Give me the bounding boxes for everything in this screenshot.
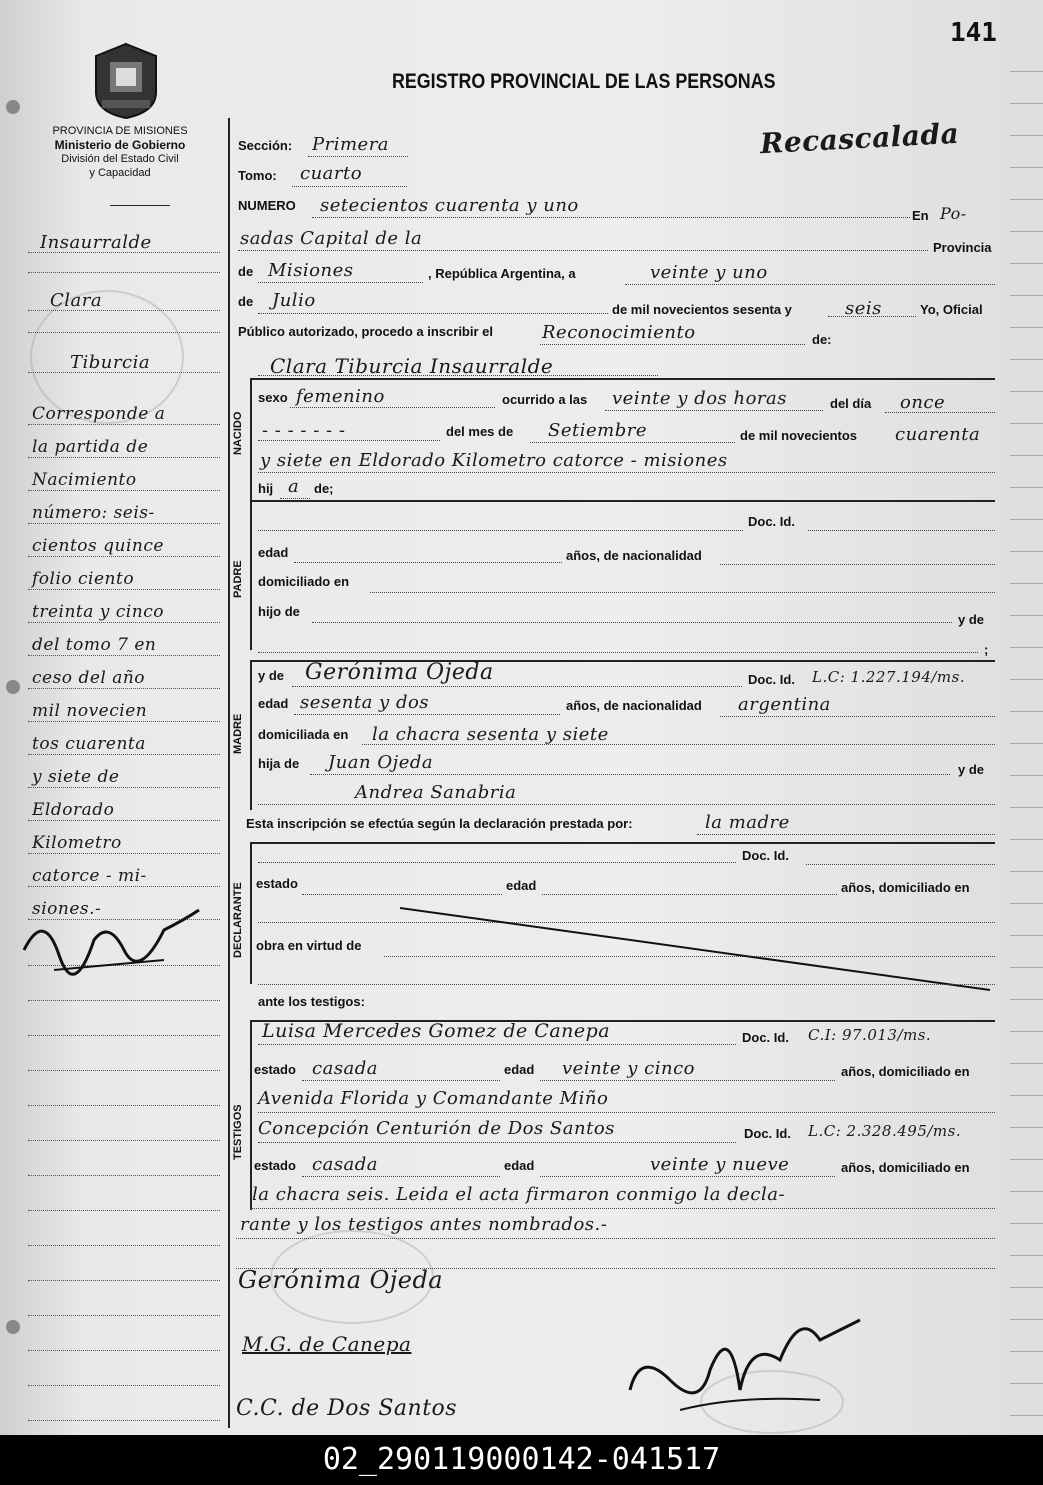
- province-name: PROVINCIA DE MISIONES: [52, 125, 188, 137]
- de-label: de: [238, 264, 254, 279]
- division-capacity: y Capacidad: [89, 167, 151, 179]
- nacido-section-label: NACIDO: [232, 411, 244, 455]
- de3-label: de:: [812, 332, 832, 347]
- margin-line: [28, 272, 220, 273]
- margin-note-line: siones.-: [32, 899, 102, 919]
- month-value: Julio: [272, 290, 316, 311]
- declaracion-value: la madre: [705, 812, 790, 833]
- ocurrido-label: ocurrido a las: [502, 392, 588, 407]
- en-value: Po-: [940, 204, 967, 223]
- mil-novecientos-label: de mil novecientos: [740, 428, 858, 443]
- madre-madre-value: Andrea Sanabria: [355, 782, 517, 803]
- padre-semicolon: ;: [984, 642, 989, 657]
- sexo-value: femenino: [296, 386, 385, 407]
- margin-note-line: Nacimiento: [32, 470, 137, 490]
- declarante-estado-label: estado: [256, 876, 298, 891]
- margin-line: [28, 523, 220, 524]
- strike-through-line: [400, 900, 990, 995]
- mes-value: Setiembre: [548, 420, 647, 441]
- margin-line: [28, 556, 220, 557]
- margin-note-line: Corresponde a: [32, 404, 166, 424]
- margin-divider: [228, 118, 230, 1428]
- declarante-obra-label: obra en virtud de: [256, 938, 362, 953]
- section-rule: [250, 378, 995, 380]
- margin-note-line: del tomo 7 en: [32, 635, 157, 655]
- margin-line: [28, 372, 220, 373]
- margin-line: [28, 252, 220, 253]
- testigo2-nombre: Concepción Centurión de Dos Santos: [258, 1118, 615, 1139]
- numero-label: NUMERO: [238, 198, 296, 213]
- margin-note-line: número: seis-: [32, 503, 155, 523]
- testigo2-edad-label: edad: [504, 1158, 535, 1173]
- margin-name: Clara: [50, 290, 103, 311]
- divider: [110, 205, 170, 206]
- madre-nacionalidad: argentina: [738, 694, 831, 715]
- margin-note-line: Eldorado: [32, 800, 115, 820]
- seccion-value: Primera: [312, 134, 390, 155]
- margin-name: Tiburcia: [70, 352, 151, 373]
- page-number: 141: [950, 18, 997, 48]
- madre-doc-label: Doc. Id.: [748, 672, 795, 687]
- margin-note-line: tos cuarenta: [32, 734, 146, 754]
- testigo1-edad-value: veinte y cinco: [562, 1058, 696, 1079]
- provincia-label: Provincia: [933, 240, 992, 255]
- madre-yde-label: y de: [258, 668, 285, 683]
- margin-note-line: catorce - mi-: [32, 866, 147, 886]
- margin-note-line: cientos quince: [32, 536, 164, 556]
- madre-doc-value: L.C: 1.227.194/ms.: [812, 668, 966, 686]
- madre-nombre: Gerónima Ojeda: [305, 660, 494, 685]
- section-rule: [250, 842, 995, 844]
- ministry-name: Ministerio de Gobierno: [54, 138, 186, 152]
- anio-value: cuarenta: [895, 424, 981, 445]
- padre-domic-label: domiciliado en: [258, 574, 350, 589]
- testigo1-doc-value: C.I: 97.013/ms.: [808, 1026, 932, 1044]
- testigo2-doc-label: Doc. Id.: [744, 1126, 791, 1141]
- del-mes-label: del mes de: [446, 424, 514, 439]
- margin-line: [28, 721, 220, 722]
- en-label: En: [912, 208, 929, 223]
- image-id-footer: 02_290119000142-041517: [0, 1435, 1043, 1485]
- dia-dashes: - - - - - - -: [262, 420, 346, 441]
- padre-anios-label: años, de nacionalidad: [566, 548, 702, 563]
- madre-edad-value: sesenta y dos: [300, 692, 430, 713]
- city-value: sadas Capital de la: [240, 228, 423, 249]
- margin-signature: [14, 900, 214, 980]
- section-rule: [250, 500, 995, 502]
- madre-edad-label: edad: [258, 696, 289, 711]
- signature-canepa: M.G. de Canepa: [242, 1332, 412, 1356]
- sexo-label: sexo: [258, 390, 288, 405]
- madre-yde2-label: y de: [958, 762, 985, 777]
- margin-line: [28, 622, 220, 623]
- padre-hijo-label: hijo de: [258, 604, 300, 619]
- margin-line: [28, 332, 220, 333]
- punch-hole: [6, 680, 20, 694]
- section-bracket: [250, 842, 252, 984]
- tomo-value: cuarto: [300, 163, 363, 184]
- margin-note-line: la partida de: [32, 437, 149, 457]
- margin-line: [28, 853, 220, 854]
- margin-surname: Insaurralde: [40, 232, 152, 253]
- seccion-label: Sección:: [238, 138, 293, 153]
- margin-line: [28, 688, 220, 689]
- madre-section-label: MADRE: [232, 713, 244, 754]
- testigos-ante-label: ante los testigos:: [258, 994, 365, 1009]
- punch-hole: [6, 100, 20, 114]
- official-signature: Recascalada: [759, 116, 960, 161]
- padre-doc-label: Doc. Id.: [748, 514, 795, 529]
- madre-hija-label: hija de: [258, 756, 300, 771]
- testigo1-nombre: Luisa Mercedes Gomez de Canepa: [262, 1020, 611, 1042]
- numero-value: setecientos cuarenta y uno: [320, 195, 579, 216]
- testigos-section-label: TESTIGOS: [232, 1104, 244, 1160]
- section-bracket: [250, 660, 252, 810]
- margin-note-line: treinta y cinco: [32, 602, 164, 622]
- margin-line: [28, 589, 220, 590]
- publico-label: Público autorizado, procedo a inscribir el: [238, 324, 493, 339]
- margin-line: [28, 886, 220, 887]
- padre-section-label: PADRE: [232, 560, 244, 598]
- madre-anios-label: años, de nacionalidad: [566, 698, 702, 713]
- declaracion-label: Esta inscripción se efectúa según la declaración prestada por:: [246, 816, 633, 831]
- testigo1-edad-label: edad: [504, 1062, 535, 1077]
- republica-label: , República Argentina, a: [428, 266, 576, 281]
- margin-line: [28, 820, 220, 821]
- declarante-doc-label: Doc. Id.: [742, 848, 789, 863]
- margin-note-line: folio ciento: [32, 569, 135, 589]
- testigo2-edad-value: veinte y nueve: [650, 1154, 790, 1175]
- padre-yde-label: y de: [958, 612, 985, 627]
- testigo2-anios-label: años, domiciliado en: [841, 1160, 970, 1175]
- hij-value: a: [288, 476, 300, 497]
- punch-hole: [6, 1320, 20, 1334]
- testigo1-anios-label: años, domiciliado en: [841, 1064, 970, 1079]
- margin-note-line: y siete de: [32, 767, 120, 787]
- hora-value: veinte y dos horas: [612, 388, 787, 409]
- signature-dos-santos: C.C. de Dos Santos: [236, 1396, 458, 1421]
- division-name: División del Estado Civil: [61, 153, 179, 165]
- ledger-lines: [1010, 40, 1043, 1430]
- act-value: Reconocimiento: [542, 322, 696, 343]
- madre-domic-value: la chacra sesenta y siete: [372, 724, 609, 745]
- margin-note-line: Kilometro: [32, 833, 122, 853]
- margin-line: [28, 310, 220, 311]
- del-dia-label: del día: [830, 396, 872, 411]
- padre-edad-label: edad: [258, 545, 289, 560]
- declarante-anios-label: años, domiciliado en: [841, 880, 970, 895]
- madre-domic-label: domiciliada en: [258, 727, 349, 742]
- declarante-edad-label: edad: [506, 878, 537, 893]
- declarante-section-label: DECLARANTE: [232, 882, 244, 958]
- madre-padre-value: Juan Ojeda: [328, 752, 434, 773]
- yo-label: Yo, Oficial: [920, 302, 983, 317]
- de2-label: de: [238, 294, 254, 309]
- day-value: veinte y uno: [650, 262, 768, 283]
- section-bracket: [250, 500, 252, 650]
- margin-line: [28, 655, 220, 656]
- testigo2-domic: la chacra seis. Leida el acta firmaron conmigo la decla-: [252, 1184, 786, 1205]
- official-signature-scrawl: [620, 1300, 870, 1430]
- lugar-value: y siete en Eldorado Kilometro catorce - misiones: [260, 450, 728, 471]
- testigo1-estado-label: estado: [254, 1062, 296, 1077]
- hij-de-label: de;: [314, 481, 334, 496]
- province-value: Misiones: [268, 260, 354, 281]
- margin-line: [28, 457, 220, 458]
- dia-value: once: [900, 392, 946, 413]
- hij-label: hij: [258, 481, 274, 496]
- section-bracket: [250, 378, 252, 500]
- tomo-label: Tomo:: [238, 168, 277, 183]
- testigo1-domic: Avenida Florida y Comandante Miño: [258, 1088, 609, 1109]
- margin-note-line: ceso del año: [32, 668, 146, 688]
- margin-line: [28, 787, 220, 788]
- page-title: REGISTRO PROVINCIAL DE LAS PERSONAS: [392, 70, 776, 93]
- section-bracket: [250, 1020, 252, 1210]
- closing-text: rante y los testigos antes nombrados.-: [240, 1214, 608, 1235]
- coat-of-arms-icon: [92, 42, 160, 120]
- testigo2-doc-value: L.C: 2.328.495/ms.: [808, 1122, 962, 1140]
- margin-line: [28, 424, 220, 425]
- year-value: seis: [845, 298, 882, 319]
- margin-line: [28, 490, 220, 491]
- margin-line: [28, 754, 220, 755]
- testigo1-estado-value: casada: [312, 1058, 379, 1079]
- testigo2-estado-label: estado: [254, 1158, 296, 1173]
- child-name: Clara Tiburcia Insaurralde: [270, 354, 554, 378]
- testigo2-estado-value: casada: [312, 1154, 379, 1175]
- margin-note-line: mil novecien: [32, 701, 148, 721]
- mil-label: de mil novecientos sesenta y: [612, 302, 792, 317]
- testigo1-doc-label: Doc. Id.: [742, 1030, 789, 1045]
- signature-gerónima: Gerónima Ojeda: [238, 1266, 444, 1294]
